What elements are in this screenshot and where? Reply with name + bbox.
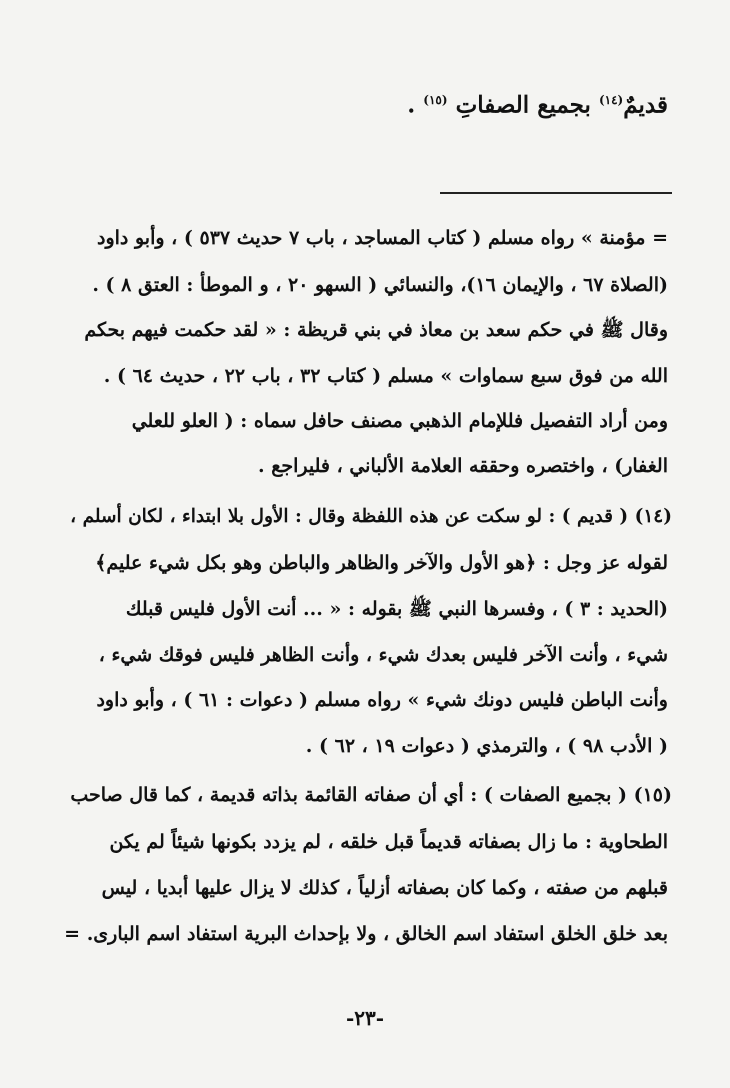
footnote-ref-15: (١٥) xyxy=(423,93,448,107)
footnote-line: ( الأدب ٩٨ ) ، والترمذي ( دعوات ١٩ ، ٦٢ ) . xyxy=(305,735,668,757)
footnote-15-line: (١٥) ( بجميع الصفات ) : أي أن صفاته القائمة بذاته قديمة ، كما قال صاحب xyxy=(70,784,672,806)
footnote-line: ومن أراد التفصيل فللإمام الذهبي مصنف حافل سماه : ( العلو للعلي xyxy=(131,410,668,432)
footnote-line: وأنت الباطن فليس دونك شيء » رواه مسلم ( دعوات : ٦١ ) ، وأبو داود xyxy=(96,689,668,711)
footnote-line: الطحاوية : ما زال بصفاته قديماً قبل خلقه ، لم يزدد بكونها شيئاً لم يكن xyxy=(109,831,668,853)
footnote-line: الله من فوق سبع سماوات » مسلم ( كتاب ٣٢ ، باب ٢٢ ، حديث ٦٤ ) . xyxy=(103,365,668,387)
footnote-line: = مؤمنة » رواه مسلم ( كتاب المساجد ، باب ٧ حديث ٥٣٧ ) ، وأبو داود xyxy=(97,227,668,249)
footnote-separator xyxy=(440,192,672,194)
footnote-line: الغفار) ، واختصره وحققه العلامة الألباني ، فليراجع . xyxy=(258,455,668,477)
title-word: قديمٌ xyxy=(623,91,668,119)
footnote-line: (الحديد : ٣ ) ، وفسرها النبي ﷺ بقوله : « ... أنت الأول فليس قبلك xyxy=(125,598,668,620)
main-text-heading xyxy=(407,82,668,124)
footnote-ref-14: (١٤) xyxy=(598,93,624,107)
footnote-14-line: (١٤) ( قديم ) : لو سكت عن هذه اللفظة وقال : الأول بلا ابتداء ، لكان أسلم ، xyxy=(70,506,672,527)
page-number: -٢٣- xyxy=(345,1006,385,1030)
footnote-line: بعد خلق الخلق استفاد اسم الخالق ، ولا بإحداث البرية استفاد اسم البارى. = xyxy=(64,923,668,945)
title-phrase: بجميع الصفاتِ xyxy=(455,91,591,119)
footnote-line: شيء ، وأنت الآخر فليس بعدك شيء ، وأنت الظاهر فليس فوقك شيء ، xyxy=(98,644,668,666)
title-end-mark: . xyxy=(407,91,416,119)
footnote-line: لقوله عز وجل : ﴿هو الأول والآخر والظاهر والباطن وهو بكل شيء عليم﴾ xyxy=(95,552,668,574)
footnote-line: (الصلاة ٦٧ ، والإيمان ١٦)، والنسائي ( السهو ٢٠ ، و الموطأ : العتق ٨ ) . xyxy=(92,274,668,296)
footnote-line: وقال ﷺ في حكم سعد بن معاذ في بني قريظة : « لقد حكمت فيهم بحكم xyxy=(84,319,668,341)
footnote-line: قبلهم من صفته ، وكما كان بصفاته أزلياً ، كذلك لا يزال عليها أبديا ، ليس xyxy=(101,877,668,899)
